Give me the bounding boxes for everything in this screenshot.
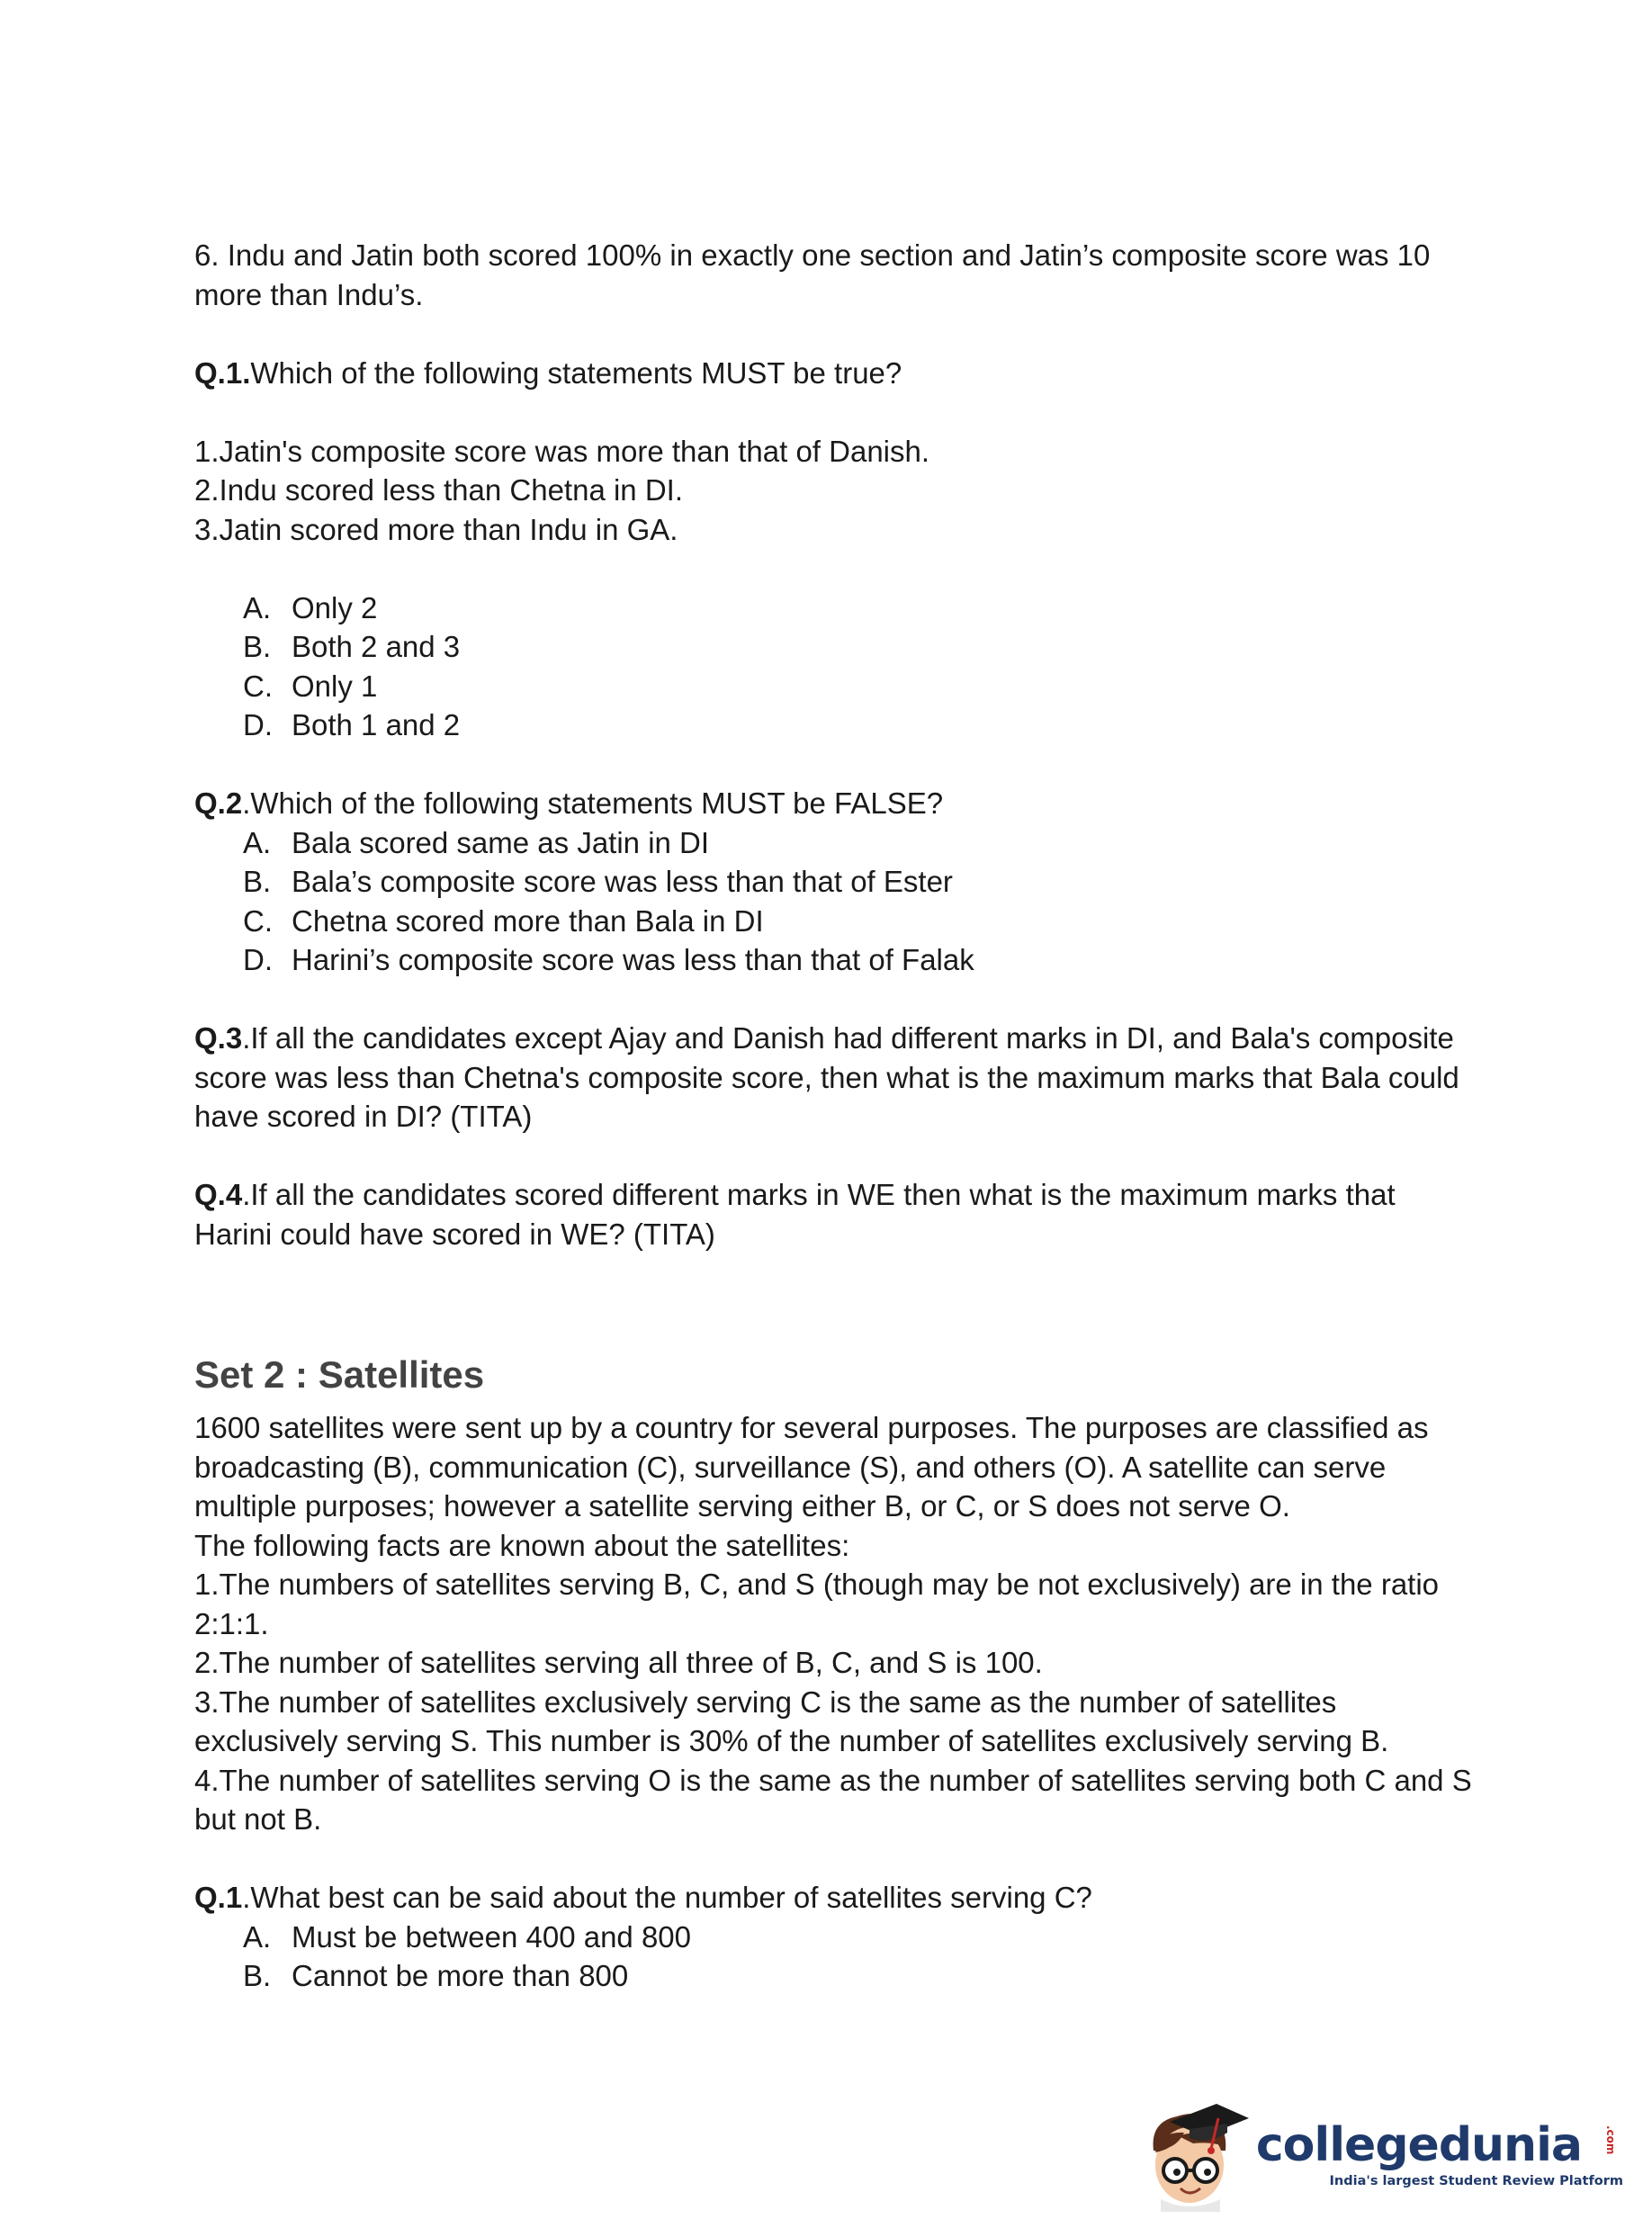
logo-tagline: India's largest Student Review Platform [1329,2174,1623,2188]
question-text: .Which of the following statements MUST be FALSE? [242,786,944,820]
option-letter: C. [243,669,273,703]
option-item [243,1956,1472,1996]
option-item [243,823,1472,863]
option-letter: A. [243,1919,272,1954]
question-label: Q.2 [194,786,243,820]
set2-intro: 1600 satellites were sent up by a country for several purposes. The purposes are classified as broadcasting (B), communication (C), surveillance (S), and others (O). A satellite can serve multiple purposes; however a satellite serving either B, or C, or S does not serve O. [194,1411,1429,1523]
option-text: Only 1 [292,669,378,703]
statement: 2.Indu scored less than Chetna in DI. [194,473,683,507]
document-page [194,236,1472,1996]
option-text: Cannot be more than 800 [292,1959,629,1992]
set2-facts-intro: The following facts are known about the satellites: [194,1528,850,1562]
fact: 3.The number of satellites exclusively serving C is the same as the number of satellites exclusively serving S. This number is 30% of the number of satellites exclusively serving B. [194,1684,1389,1757]
brand-name: collegedunia [1255,2118,1582,2172]
option-text: Bala’s composite score was less than that of Ester [292,865,953,898]
option-item [243,705,1472,745]
option-text: Harini’s composite score was less than that of Falak [292,943,974,976]
collegedunia-logo[interactable] [1134,2095,1638,2212]
question-text: .What best can be said about the number of satellites serving C? [242,1881,1092,1914]
logo-text [1256,2118,1638,2188]
option-text: Chetna scored more than Bala in DI [292,903,764,938]
fact: 2.The number of satellites serving all three of B, C, and S is 100. [194,1646,1043,1679]
fact: 1.The numbers of satellites serving B, C, and S (though may be not exclusively) are in the ratio 2:1:1. [194,1568,1440,1640]
set2-q1 [194,1878,1472,1918]
option-letter: D. [243,708,273,741]
question-text: .If all the candidates except Ajay and Danish had different marks in DI, and Bala's composite score was less than Chetna's composite score, then what is the maximum marks that Bala could have scored in DI? (TITA) [194,1021,1459,1133]
option-text: Both 2 and 3 [292,630,461,663]
option-item [243,902,1472,941]
set1-q4 [194,1175,1472,1253]
set1-q1 [194,354,1472,393]
option-item [243,1918,1472,1957]
question-label: Q.1 [194,1881,243,1914]
option-text: Both 1 and 2 [292,708,461,741]
option-item [243,940,1472,980]
option-letter: B. [243,1959,272,1992]
option-list [194,588,1472,745]
option-item [243,862,1472,902]
question-text: .If all the candidates scored different marks in WE then what is the maximum marks that Harini could have scored in WE? (TITA) [194,1178,1396,1251]
statement: 3.Jatin scored more than Indu in GA. [194,512,678,546]
option-text: Must be between 400 and 800 [292,1919,692,1954]
logo-brand [1256,2118,1638,2172]
option-list [194,1918,1472,1996]
set1-q2 [194,784,1472,823]
option-text: Only 2 [292,590,378,624]
question-label: Q.4 [194,1178,243,1211]
option-text: Bala scored same as Jatin in DI [292,825,710,859]
option-list [194,823,1472,980]
option-letter: D. [243,943,273,976]
option-letter: B. [243,630,272,663]
option-item [243,627,1472,667]
set1-q3 [194,1019,1472,1136]
option-letter: A. [243,590,272,624]
option-letter: A. [243,825,272,859]
brand-com: .com [1604,2125,1617,2155]
question-label: Q.1. [194,355,251,390]
option-letter: B. [243,865,272,898]
question-label: Q.3 [194,1021,243,1055]
fact: 4.The number of satellites serving O is the same as the number of satellites serving both C and S but not B. [194,1763,1472,1836]
question-text: Which of the following statements MUST be true? [250,355,902,390]
option-item [243,588,1472,628]
mascot-graduate-icon [1134,2095,1251,2212]
statement: 1.Jatin's composite score was more than that of Danish. [194,434,930,468]
set-heading: Set 2 : Satellites [194,1353,485,1396]
fact-6: 6. Indu and Jatin both scored 100% in exactly one section and Jatin’s composite score was 10 more than Indu’s. [194,238,1431,311]
option-item [243,667,1472,706]
option-letter: C. [243,903,273,938]
